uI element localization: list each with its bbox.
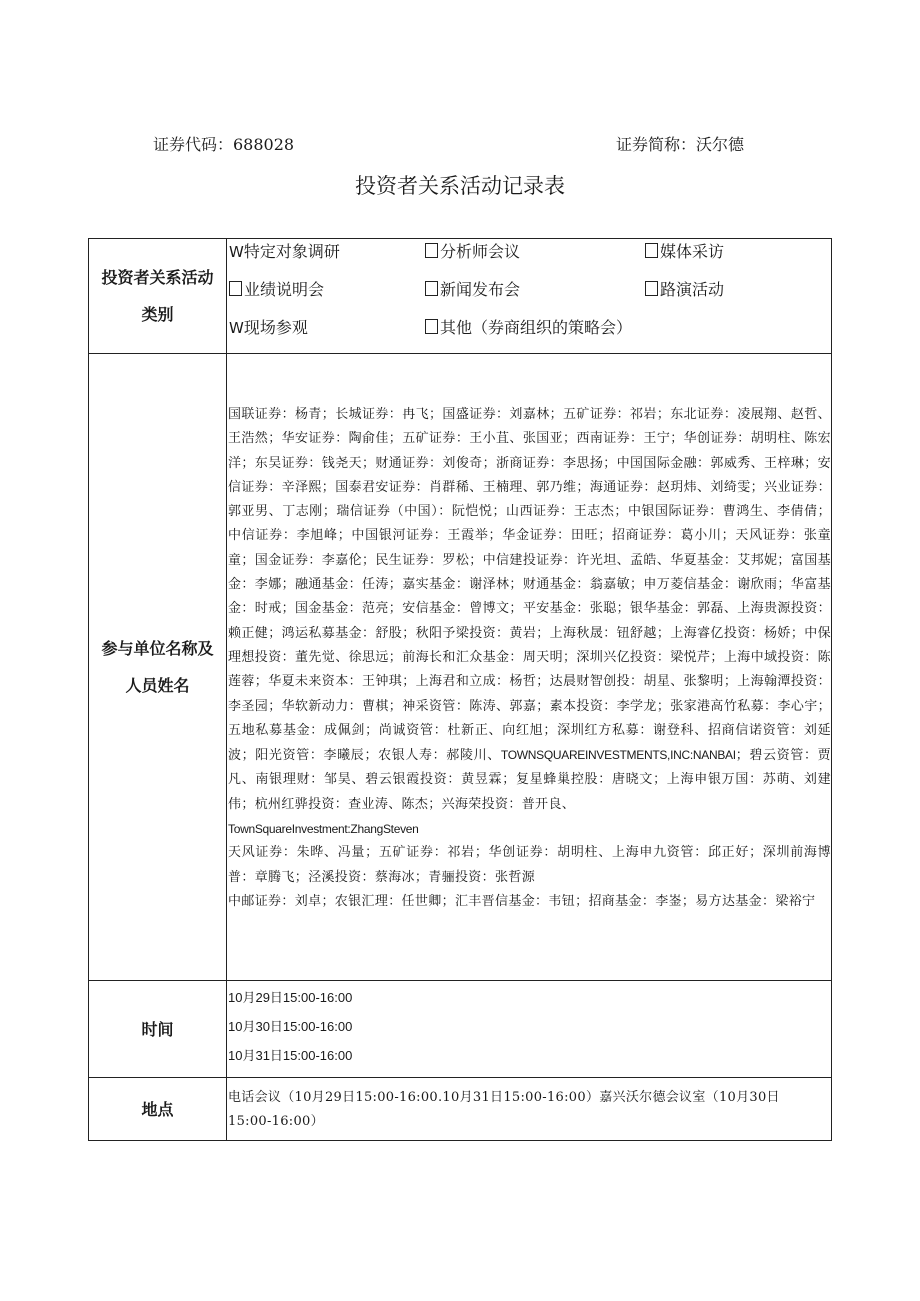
participants-label-line2: 人员姓名 [125, 676, 190, 695]
category-options [227, 239, 832, 354]
checkbox-empty-icon [645, 243, 658, 258]
page-title: 投资者关系活动记录表 [355, 174, 565, 198]
option-media-interview: 媒体采访 [645, 239, 724, 265]
checked-mark: W [229, 319, 244, 337]
participants-row [89, 354, 832, 981]
security-abbreviation: 证券简称：沃尔德 [616, 135, 745, 154]
time-label: 时间 [89, 981, 227, 1078]
checkbox-empty-icon [229, 281, 242, 296]
category-label-line2: 类别 [141, 305, 174, 324]
time-line: 10月31日15:00-16:00 [228, 1048, 353, 1063]
participants-label-line1: 参与单位名称及 [101, 639, 214, 658]
checkbox-empty-icon [425, 243, 438, 258]
participants-list [227, 354, 832, 981]
participants-label [89, 354, 227, 981]
option-site-visit: W现场参观 [229, 318, 308, 337]
time-line: 10月29日15:00-16:00 [228, 990, 353, 1005]
place-text: 电话会议（10月29日15:00-16:00.10月31日15:00-16:00）嘉兴沃尔德会议室（10月30日15:00-16:00） [228, 1090, 780, 1129]
time-line: 10月30日15:00-16:00 [228, 1019, 353, 1034]
participants-english-name: TownSquareInvestment:ZhangSteven [228, 822, 419, 837]
option-earnings-briefing: 业绩说明会 [229, 277, 324, 303]
place-value [227, 1078, 832, 1141]
checkbox-empty-icon [425, 319, 438, 334]
category-label-line1: 投资者关系活动 [101, 268, 214, 287]
place-label: 地点 [89, 1078, 227, 1141]
record-table [88, 238, 832, 1141]
place-row [89, 1078, 832, 1141]
checkbox-empty-icon [645, 281, 658, 296]
time-row [89, 981, 832, 1078]
participants-paragraph-3: 中邮证券：刘卓；农银汇理：任世卿；汇丰晋信基金：韦钮；招商基金：李崟；易方达基金：梁裕宁 [228, 893, 816, 909]
participants-paragraph-1: 国联证券：杨青；长城证券：冉飞；国盛证券：刘嘉林；五矿证券：祁岩；东北证券：凌展翔、赵哲、王浩然；华安证券：陶俞佳；五矿证券：王小苴、张国亚；西南证券：王宁；华创证券：胡明柱、陈宏洋；东吴证券：钱尧天；财通证券：刘俊奇；浙商证券：李思扬；中国国际金融：郭威秀、王梓琳；安信证券：辛泽熙；国泰君安证券：肖群稀、王楠理、郭乃维；海通证券：赵玥炜、刘绮雯；兴业证券：郭亚男、丁志刚；瑞信证券（中国）：阮恺悦；山西证券：王志杰；中银国际证券：曹鸿生、李倩倩；中信证券：李旭峰；中国银河证券：王霞举；华金证券：田旺；招商证券：葛小川；天风证券：张童童；国金证券：李嘉伦；民生证券：罗松；中信建投证券：许光坦、孟皓、华夏基金：艾邦妮；富国基金：李娜；融通基金：任涛；嘉实基金：谢泽林；财通基金：翁嘉敏；申万菱信基金：谢欣雨；华富基金：时戒；国金基金：范亮；安信基金：曾博文；平安基金：张聪；银华基金：郭磊、上海贵源投资：赖正健；鸿运私募基金：舒股；秋阳予梁投资：黄岩；上海秋晟：钮舒越；上海睿亿投资：杨娇；中保理想投资：董先觉、徐思远；前海长和汇众基金：周天明；深圳兴亿投资：梁悦芹；上海中域投资：陈莲蓉；华夏未来资本：王钟琪；上海君和立成：杨哲；达晨财智创投：胡星、张黎明；上海翰潭投资：李圣园；华软新动力：曹棋；神采资管：陈涛、郭嘉；素本投资：李学龙；张家港高竹私募：李心宇；五地私募基金：成佩剑；尚诚资管：杜新正、向红旭；深圳红方私募：谢登科、招商信诺资管：刘延波；阳光资管：李曦辰；农银人寿：郝陵川、TOWNSQUAREINVESTMENTS,INC:NANBAI；碧云资管：贾凡、南银理财：邹昊、碧云银霞投资：黄昱霖；复星蜂巢控股：唐晓文；上海申银万国：苏萌、刘建伟；杭州红骅投资：查业涛、陈杰；兴海荣投资：普开良、 [228, 407, 831, 812]
category-row [89, 239, 832, 354]
category-label [89, 239, 227, 354]
checked-mark: W [229, 243, 244, 261]
option-press-conference: 新闻发布会 [425, 277, 520, 303]
option-specific-research: W特定对象调研 [229, 242, 340, 261]
security-code: 证券代码：688028 [153, 135, 295, 154]
checkbox-empty-icon [425, 281, 438, 296]
time-values [227, 981, 832, 1078]
option-other: 其他（券商组织的策略会） [425, 315, 632, 341]
option-analyst-meeting: 分析师会议 [425, 239, 520, 265]
participants-paragraph-2: 天风证券：朱晔、冯量；五矿证券：祁岩；华创证券：胡明柱、上海申九资管：邱正好；深圳前海博普：章腾飞；泾溪投资：蔡海冰；青骊投资：张哲源 [228, 845, 831, 885]
option-roadshow: 路演活动 [645, 277, 724, 303]
